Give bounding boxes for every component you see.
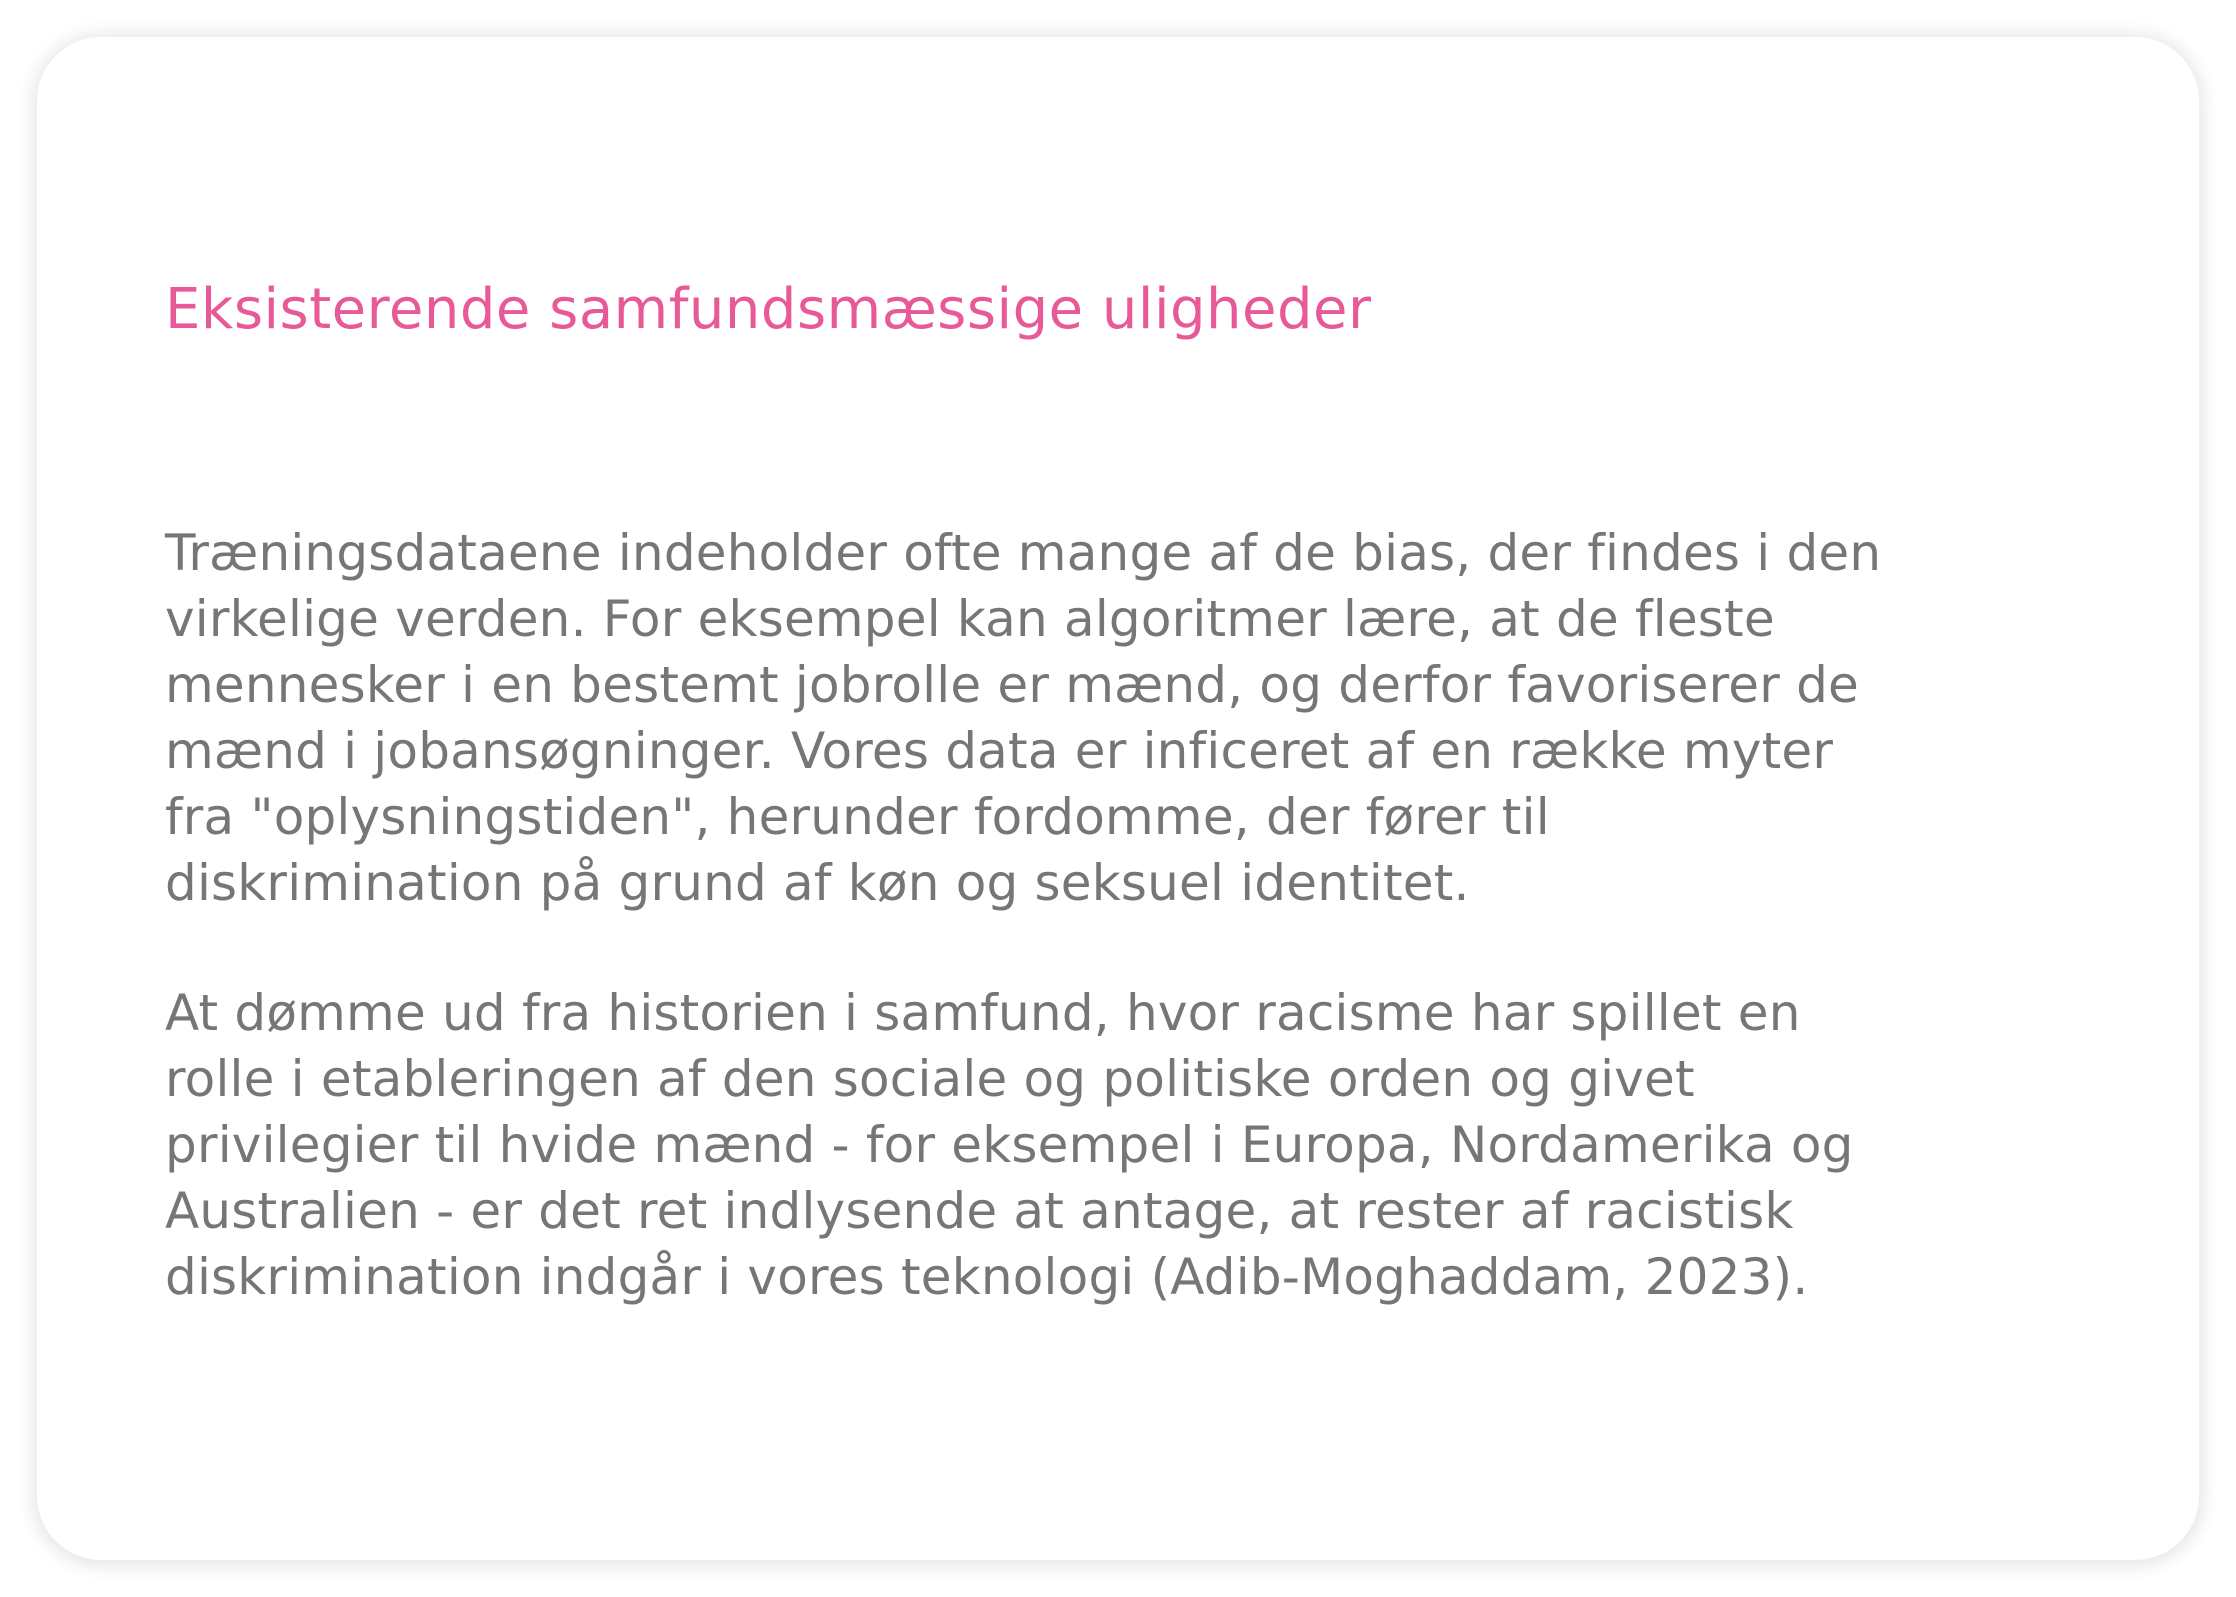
paragraph-line: virkelige verden. For eksempel kan algoritmer lære, at de fleste [165,590,1775,648]
paragraph-line: diskrimination indgår i vores teknologi (Adib-Moghaddam, 2023). [165,1248,1809,1306]
content-card [37,37,2199,1560]
paragraph-racism-history [165,980,2085,1310]
paragraph-line: mennesker i en bestemt jobrolle er mænd, og derfor favoriserer de [165,656,1860,714]
paragraph-line: diskrimination på grund af køn og seksuel identitet. [165,854,1470,912]
paragraph-line: rolle i etableringen af den sociale og politiske orden og givet [165,1050,1695,1108]
paragraph-line: Træningsdataene indeholder ofte mange af de bias, der findes i den [165,524,1882,582]
card-title: Eksisterende samfundsmæssige uligheder [165,277,1372,342]
paragraph-line: Australien - er det ret indlysende at antage, at rester af racistisk [165,1182,1794,1240]
paragraph-training-data [165,520,2085,916]
paragraph-line: fra "oplysningstiden", herunder fordomme, der fører til [165,788,1550,846]
paragraph-line: mænd i jobansøgninger. Vores data er inficeret af en række myter [165,722,1834,780]
paragraph-line: privilegier til hvide mænd - for eksempel i Europa, Nordamerika og [165,1116,1854,1174]
paragraph-line: At dømme ud fra historien i samfund, hvor racisme har spillet en [165,984,1801,1042]
